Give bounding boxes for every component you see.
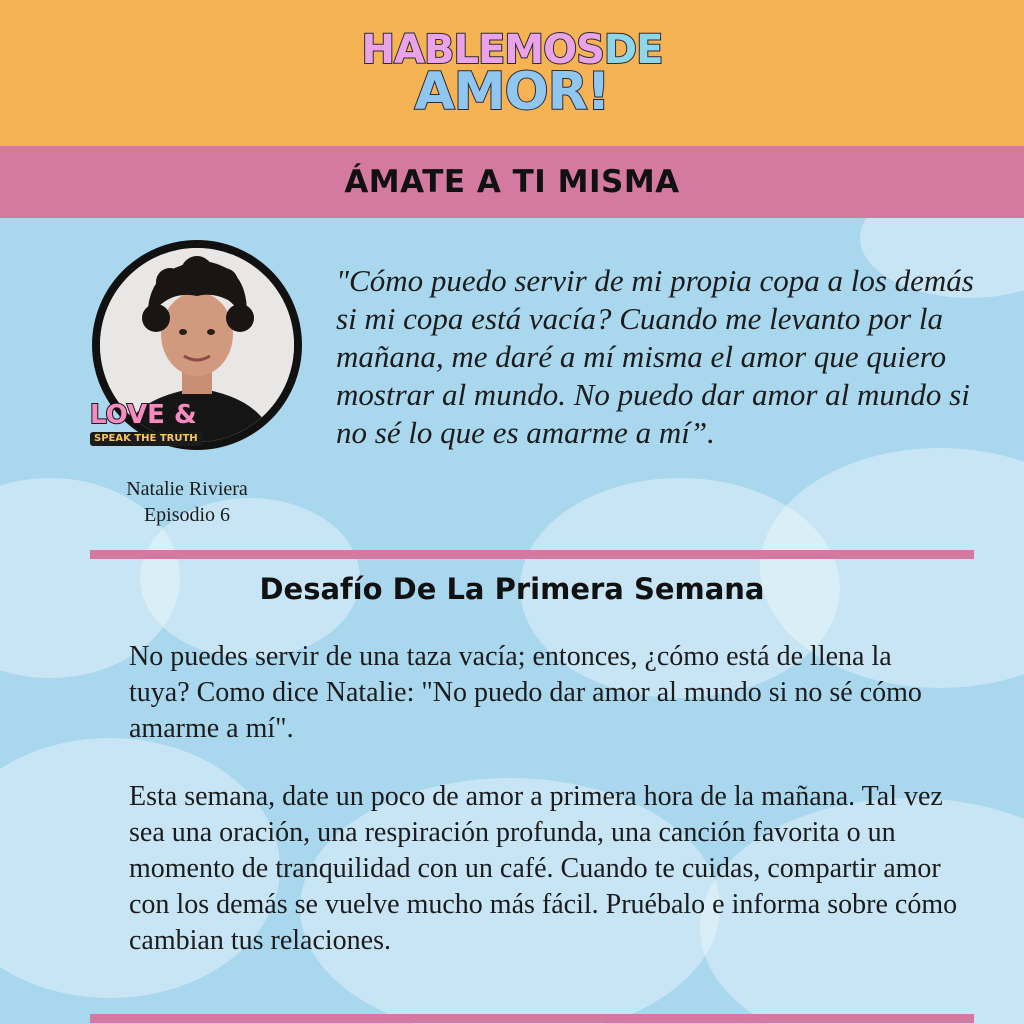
logo-line1: HABLEMOS	[361, 27, 604, 73]
page-title: ÁMATE A TI MISMA	[344, 164, 680, 200]
challenge-title: Desafío De La Primera Semana	[259, 572, 765, 606]
podcast-badge	[90, 402, 202, 446]
logo-line1b: DE	[603, 27, 663, 73]
challenge-paragraph-1: No puedes servir de una taza vacía; entonces, ¿cómo está de llena la tuya? Como dice Natalie: "No puedo dar amor al mundo si no sé cómo amarme a mí".	[129, 641, 922, 744]
badge-main-text: LOVE &	[90, 400, 197, 430]
header	[0, 0, 1024, 146]
speaker-name: Natalie Riviera	[126, 478, 248, 500]
divider-bottom	[90, 1014, 974, 1023]
episode-label: Episodio 6	[143, 504, 231, 526]
logo-line2: AMOR!	[414, 62, 610, 122]
quote-text: "Cómo puedo servir de mi propia copa a los demás si mi copa está vacía? Cuando me levanto por la mañana, me daré a mí misma el amor que quiero mostrar al mundo. No puedo dar amor al mundo si no sé lo que es amarme a mí”.	[336, 263, 974, 450]
challenge-paragraph-2: Esta semana, date un poco de amor a primera hora de la mañana. Tal vez sea una oración, una respiración profunda, una canción favorita o un momento de tranquilidad con un café. Cuando te cuidas, compartir amor con los demás se vuelve mucho más fácil. Pruébalo e informa sobre cómo cambian tus relaciones.	[129, 781, 958, 956]
title-band	[0, 146, 1024, 218]
badge-sub-text: SPEAK THE TRUTH	[90, 432, 202, 446]
divider-top	[90, 550, 974, 559]
speaker-caption	[100, 476, 274, 528]
logo	[0, 27, 1024, 122]
